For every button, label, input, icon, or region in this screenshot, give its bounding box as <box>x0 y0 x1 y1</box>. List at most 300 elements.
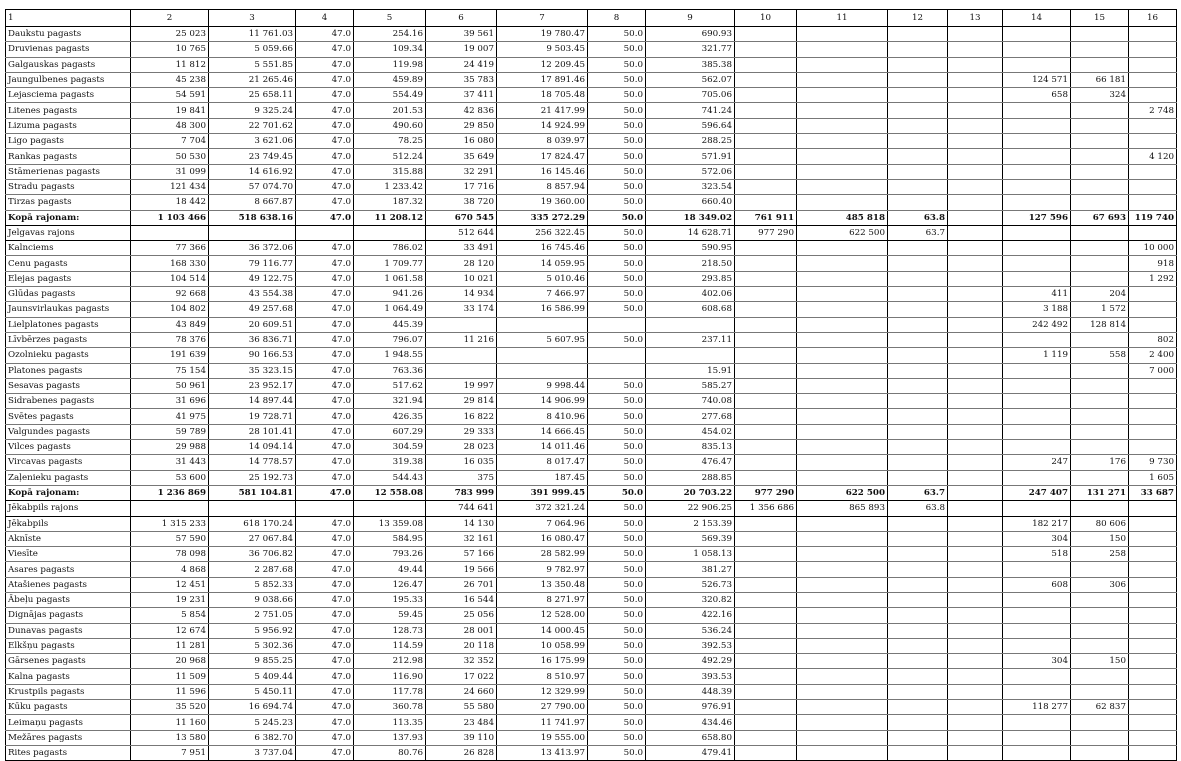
value-cell <box>735 562 797 577</box>
value-cell: 918 <box>1129 256 1177 271</box>
value-cell <box>735 118 797 133</box>
value-cell: 479.41 <box>646 745 735 760</box>
value-cell: 50.0 <box>588 440 646 455</box>
value-cell <box>797 409 888 424</box>
value-cell: 11 160 <box>131 715 209 730</box>
value-cell: 50.0 <box>588 715 646 730</box>
value-cell: 1 233.42 <box>354 179 426 194</box>
value-cell: 8 410.96 <box>497 409 588 424</box>
value-cell: 79 116.77 <box>209 256 296 271</box>
table-row <box>6 516 1177 531</box>
value-cell <box>797 531 888 546</box>
value-cell <box>735 287 797 302</box>
col-header: 9 <box>646 10 735 27</box>
value-cell: 119 740 <box>1129 210 1177 225</box>
value-cell <box>1129 134 1177 149</box>
value-cell: 16 080 <box>426 134 497 149</box>
value-cell <box>1071 592 1129 607</box>
value-cell: 19 780.47 <box>497 27 588 42</box>
value-cell <box>1071 562 1129 577</box>
value-cell: 941.26 <box>354 287 426 302</box>
value-cell <box>948 225 1003 240</box>
value-cell: 48 300 <box>131 118 209 133</box>
value-cell: 741.24 <box>646 103 735 118</box>
row-label-cell: Elejas pagasts <box>6 271 131 286</box>
value-cell: 19 997 <box>426 378 497 393</box>
ledger-body <box>6 27 1177 761</box>
value-cell: 658.80 <box>646 730 735 745</box>
value-cell: 9 730 <box>1129 455 1177 470</box>
value-cell <box>948 424 1003 439</box>
row-label-cell: Jēkabpils rajons <box>6 501 131 516</box>
value-cell: 17 716 <box>426 179 497 194</box>
value-cell <box>797 149 888 164</box>
row-label-cell: Jelgavas rajons <box>6 225 131 240</box>
value-cell: 7 466.97 <box>497 287 588 302</box>
value-cell: 14 924.99 <box>497 118 588 133</box>
value-cell: 150 <box>1071 531 1129 546</box>
value-cell: 116.90 <box>354 669 426 684</box>
value-cell: 49.44 <box>354 562 426 577</box>
value-cell: 47.0 <box>296 378 354 393</box>
value-cell <box>888 577 948 592</box>
value-cell: 10 000 <box>1129 241 1177 256</box>
col-header: 3 <box>209 10 296 27</box>
value-cell: 33 174 <box>426 302 497 317</box>
value-cell <box>1129 409 1177 424</box>
table-row <box>6 256 1177 271</box>
value-cell: 47.0 <box>296 455 354 470</box>
value-cell: 23 484 <box>426 715 497 730</box>
value-cell: 50.0 <box>588 592 646 607</box>
value-cell <box>735 470 797 485</box>
value-cell <box>1129 516 1177 531</box>
value-cell: 47.0 <box>296 363 354 378</box>
table-row <box>6 42 1177 57</box>
value-cell: 705.06 <box>646 88 735 103</box>
value-cell <box>888 531 948 546</box>
value-cell: 512.24 <box>354 149 426 164</box>
value-cell: 31 099 <box>131 164 209 179</box>
value-cell <box>1071 225 1129 240</box>
value-cell <box>1129 394 1177 409</box>
value-cell: 12 558.08 <box>354 485 426 500</box>
value-cell: 10 021 <box>426 271 497 286</box>
row-label-cell: Atašienes pagasts <box>6 577 131 592</box>
value-cell: 47.0 <box>296 42 354 57</box>
value-cell: 11 509 <box>131 669 209 684</box>
value-cell: 320.82 <box>646 592 735 607</box>
table-row <box>6 241 1177 256</box>
value-cell: 187.32 <box>354 195 426 210</box>
value-cell <box>948 700 1003 715</box>
row-label-cell: Galgauskas pagasts <box>6 57 131 72</box>
value-cell: 47.0 <box>296 164 354 179</box>
value-cell: 50.0 <box>588 623 646 638</box>
value-cell: 490.60 <box>354 118 426 133</box>
row-label-cell: Rites pagasts <box>6 745 131 760</box>
value-cell: 35 520 <box>131 700 209 715</box>
value-cell <box>1129 638 1177 653</box>
col-header: 13 <box>948 10 1003 27</box>
value-cell <box>735 42 797 57</box>
value-cell <box>797 547 888 562</box>
value-cell <box>735 241 797 256</box>
table-row <box>6 348 1177 363</box>
value-cell <box>735 669 797 684</box>
row-label-cell: Stradu pagasts <box>6 179 131 194</box>
value-cell: 191 639 <box>131 348 209 363</box>
value-cell: 47.0 <box>296 608 354 623</box>
value-cell <box>888 348 948 363</box>
value-cell: 128 814 <box>1071 317 1129 332</box>
value-cell <box>948 455 1003 470</box>
value-cell: 168 330 <box>131 256 209 271</box>
value-cell <box>948 195 1003 210</box>
value-cell: 50.0 <box>588 271 646 286</box>
value-cell <box>735 332 797 347</box>
value-cell: 27 067.84 <box>209 531 296 546</box>
value-cell <box>735 409 797 424</box>
value-cell <box>296 225 354 240</box>
value-cell <box>1071 164 1129 179</box>
value-cell: 4 868 <box>131 562 209 577</box>
value-cell: 8 039.97 <box>497 134 588 149</box>
value-cell: 1 236 869 <box>131 485 209 500</box>
value-cell <box>426 363 497 378</box>
value-cell: 118 277 <box>1003 700 1071 715</box>
value-cell <box>1003 27 1071 42</box>
value-cell: 2 400 <box>1129 348 1177 363</box>
value-cell: 802 <box>1129 332 1177 347</box>
value-cell: 247 407 <box>1003 485 1071 500</box>
value-cell <box>797 27 888 42</box>
value-cell: 5 409.44 <box>209 669 296 684</box>
value-cell: 50.0 <box>588 42 646 57</box>
value-cell: 237.11 <box>646 332 735 347</box>
value-cell <box>797 179 888 194</box>
value-cell: 288.25 <box>646 134 735 149</box>
value-cell: 16 745.46 <box>497 241 588 256</box>
value-cell <box>1071 623 1129 638</box>
value-cell: 47.0 <box>296 271 354 286</box>
row-label-cell: Valgundes pagasts <box>6 424 131 439</box>
value-cell: 92 668 <box>131 287 209 302</box>
value-cell <box>948 745 1003 760</box>
value-cell: 15.91 <box>646 363 735 378</box>
value-cell: 21 265.46 <box>209 72 296 87</box>
value-cell: 4 120 <box>1129 149 1177 164</box>
value-cell <box>1129 118 1177 133</box>
table-row <box>6 72 1177 87</box>
value-cell <box>888 654 948 669</box>
value-cell: 1 103 466 <box>131 210 209 225</box>
table-row <box>6 623 1177 638</box>
value-cell: 50.0 <box>588 179 646 194</box>
value-cell <box>797 88 888 103</box>
value-cell: 16 175.99 <box>497 654 588 669</box>
value-cell: 9 325.24 <box>209 103 296 118</box>
value-cell: 5 059.66 <box>209 42 296 57</box>
value-cell: 67 693 <box>1071 210 1129 225</box>
value-cell <box>1071 669 1129 684</box>
value-cell: 8 510.97 <box>497 669 588 684</box>
value-cell <box>797 684 888 699</box>
row-label-cell: Gārsenes pagasts <box>6 654 131 669</box>
value-cell <box>888 72 948 87</box>
value-cell: 2 751.05 <box>209 608 296 623</box>
col-header: 8 <box>588 10 646 27</box>
value-cell <box>948 27 1003 42</box>
value-cell: 306 <box>1071 577 1129 592</box>
value-cell: 35 783 <box>426 72 497 87</box>
row-label-cell: Kalna pagasts <box>6 669 131 684</box>
value-cell <box>646 317 735 332</box>
value-cell <box>948 547 1003 562</box>
value-cell: 50.0 <box>588 149 646 164</box>
value-cell: 41 975 <box>131 409 209 424</box>
value-cell <box>588 348 646 363</box>
value-cell: 47.0 <box>296 149 354 164</box>
value-cell <box>1003 118 1071 133</box>
value-cell <box>1129 531 1177 546</box>
value-cell <box>1003 241 1071 256</box>
value-cell <box>1071 440 1129 455</box>
row-label-cell: Krustpils pagasts <box>6 684 131 699</box>
value-cell <box>646 348 735 363</box>
value-cell <box>948 715 1003 730</box>
row-label-cell: Lejasciema pagasts <box>6 88 131 103</box>
value-cell <box>131 225 209 240</box>
value-cell: 5 854 <box>131 608 209 623</box>
value-cell <box>948 394 1003 409</box>
row-label-cell: Viesīte <box>6 547 131 562</box>
value-cell <box>1071 256 1129 271</box>
value-cell: 242 492 <box>1003 317 1071 332</box>
table-row <box>6 654 1177 669</box>
value-cell <box>948 363 1003 378</box>
value-cell: 54 591 <box>131 88 209 103</box>
value-cell: 27 790.00 <box>497 700 588 715</box>
value-cell: 277.68 <box>646 409 735 424</box>
value-cell <box>735 72 797 87</box>
value-cell: 20 609.51 <box>209 317 296 332</box>
value-cell <box>1071 501 1129 516</box>
value-cell <box>1129 715 1177 730</box>
value-cell <box>948 57 1003 72</box>
value-cell <box>1129 88 1177 103</box>
value-cell: 47.0 <box>296 424 354 439</box>
value-cell: 47.0 <box>296 730 354 745</box>
value-cell: 977 290 <box>735 485 797 500</box>
value-cell <box>735 531 797 546</box>
value-cell: 47.0 <box>296 669 354 684</box>
value-cell: 518 <box>1003 547 1071 562</box>
value-cell <box>888 730 948 745</box>
table-row <box>6 287 1177 302</box>
value-cell: 14 616.92 <box>209 164 296 179</box>
value-cell <box>735 149 797 164</box>
value-cell <box>735 256 797 271</box>
value-cell: 50.0 <box>588 394 646 409</box>
row-label-cell: Dunavas pagasts <box>6 623 131 638</box>
row-label-cell: Rankas pagasts <box>6 149 131 164</box>
value-cell: 5 956.92 <box>209 623 296 638</box>
value-cell: 50.0 <box>588 164 646 179</box>
value-cell: 13 359.08 <box>354 516 426 531</box>
value-cell: 454.02 <box>646 424 735 439</box>
district-total-row <box>6 210 1177 225</box>
col-header: 12 <box>888 10 948 27</box>
value-cell: 50.0 <box>588 684 646 699</box>
value-cell <box>1071 118 1129 133</box>
value-cell: 793.26 <box>354 547 426 562</box>
value-cell <box>735 745 797 760</box>
value-cell <box>888 440 948 455</box>
value-cell: 50.0 <box>588 516 646 531</box>
value-cell <box>354 501 426 516</box>
value-cell <box>296 501 354 516</box>
value-cell <box>948 577 1003 592</box>
value-cell: 80 606 <box>1071 516 1129 531</box>
value-cell <box>888 608 948 623</box>
value-cell: 622 500 <box>797 225 888 240</box>
value-cell <box>797 348 888 363</box>
value-cell: 47.0 <box>296 317 354 332</box>
value-cell: 59.45 <box>354 608 426 623</box>
value-cell <box>888 547 948 562</box>
value-cell: 391 999.45 <box>497 485 588 500</box>
value-cell: 17 891.46 <box>497 72 588 87</box>
value-cell <box>948 287 1003 302</box>
value-cell: 492.29 <box>646 654 735 669</box>
value-cell: 50.0 <box>588 378 646 393</box>
value-cell <box>1071 149 1129 164</box>
value-cell <box>888 638 948 653</box>
value-cell: 50.0 <box>588 424 646 439</box>
value-cell <box>948 256 1003 271</box>
value-cell <box>948 638 1003 653</box>
value-cell <box>797 516 888 531</box>
value-cell <box>888 317 948 332</box>
value-cell: 476.47 <box>646 455 735 470</box>
value-cell: 29 333 <box>426 424 497 439</box>
value-cell: 10 058.99 <box>497 638 588 653</box>
value-cell <box>1129 562 1177 577</box>
value-cell <box>797 455 888 470</box>
value-cell <box>1129 378 1177 393</box>
value-cell: 32 161 <box>426 531 497 546</box>
table-row <box>6 638 1177 653</box>
value-cell <box>1003 638 1071 653</box>
value-cell <box>354 225 426 240</box>
value-cell <box>797 302 888 317</box>
value-cell: 9 038.66 <box>209 592 296 607</box>
table-row <box>6 562 1177 577</box>
table-row <box>6 363 1177 378</box>
value-cell <box>797 317 888 332</box>
value-cell <box>797 745 888 760</box>
value-cell: 26 828 <box>426 745 497 760</box>
value-cell <box>735 638 797 653</box>
value-cell <box>1003 440 1071 455</box>
table-row <box>6 745 1177 760</box>
value-cell: 28 001 <box>426 623 497 638</box>
value-cell: 402.06 <box>646 287 735 302</box>
value-cell: 20 118 <box>426 638 497 653</box>
value-cell <box>888 149 948 164</box>
value-cell <box>1129 730 1177 745</box>
value-cell <box>797 256 888 271</box>
value-cell <box>735 378 797 393</box>
value-cell: 47.0 <box>296 394 354 409</box>
value-cell: 323.54 <box>646 179 735 194</box>
value-cell <box>888 179 948 194</box>
value-cell <box>948 730 1003 745</box>
district-header-row <box>6 501 1177 516</box>
value-cell: 104 514 <box>131 271 209 286</box>
value-cell: 124 571 <box>1003 72 1071 87</box>
value-cell: 1 572 <box>1071 302 1129 317</box>
value-cell: 47.0 <box>296 684 354 699</box>
value-cell: 47.0 <box>296 654 354 669</box>
value-cell: 8 857.94 <box>497 179 588 194</box>
value-cell: 47.0 <box>296 88 354 103</box>
value-cell: 50.0 <box>588 638 646 653</box>
value-cell: 12 451 <box>131 577 209 592</box>
value-cell <box>1003 179 1071 194</box>
table-row <box>6 700 1177 715</box>
row-label-cell: Ozolnieku pagasts <box>6 348 131 363</box>
value-cell <box>735 440 797 455</box>
value-cell: 258 <box>1071 547 1129 562</box>
value-cell: 25 023 <box>131 27 209 42</box>
value-cell: 29 814 <box>426 394 497 409</box>
col-header: 5 <box>354 10 426 27</box>
value-cell <box>1003 256 1071 271</box>
value-cell: 5 450.11 <box>209 684 296 699</box>
value-cell: 14 000.45 <box>497 623 588 638</box>
value-cell: 381.27 <box>646 562 735 577</box>
value-cell: 512 644 <box>426 225 497 240</box>
value-cell: 128.73 <box>354 623 426 638</box>
value-cell: 14 059.95 <box>497 256 588 271</box>
value-cell: 182 217 <box>1003 516 1071 531</box>
value-cell: 42 836 <box>426 103 497 118</box>
value-cell <box>735 394 797 409</box>
value-cell <box>797 241 888 256</box>
row-label-cell: Tirzas pagasts <box>6 195 131 210</box>
value-cell <box>735 103 797 118</box>
value-cell: 392.53 <box>646 638 735 653</box>
value-cell <box>1129 654 1177 669</box>
value-cell: 50.0 <box>588 501 646 516</box>
value-cell: 50.0 <box>588 547 646 562</box>
value-cell: 18 442 <box>131 195 209 210</box>
value-cell: 47.0 <box>296 440 354 455</box>
value-cell: 976.91 <box>646 700 735 715</box>
value-cell: 375 <box>426 470 497 485</box>
row-label-cell: Lizuma pagasts <box>6 118 131 133</box>
value-cell: 783 999 <box>426 485 497 500</box>
value-cell <box>1071 27 1129 42</box>
value-cell <box>888 562 948 577</box>
value-cell: 59 789 <box>131 424 209 439</box>
value-cell <box>797 287 888 302</box>
value-cell: 8 667.87 <box>209 195 296 210</box>
value-cell: 14 094.14 <box>209 440 296 455</box>
value-cell <box>1003 394 1071 409</box>
